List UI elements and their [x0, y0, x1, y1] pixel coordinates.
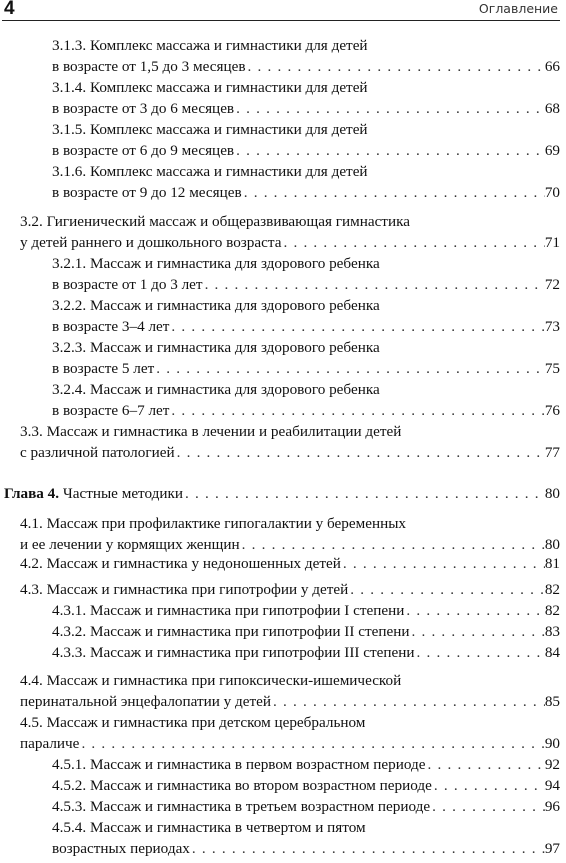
dot-leader: [183, 484, 545, 505]
dot-leader: [234, 141, 545, 162]
toc-entry-title: 4.5.4. Массаж и гимнастика в четвертом и пятом: [52, 819, 366, 836]
dot-leader: [79, 734, 544, 755]
toc-entry-title: у детей раннего и дошкольного возраста: [20, 233, 282, 251]
toc-page-number: 80: [544, 485, 560, 502]
dot-leader: [169, 401, 544, 422]
toc-entry-line: [52, 839, 560, 860]
toc-entry-title: и ее лечении у кормящих женщин: [20, 535, 240, 553]
toc-entry-line: [52, 776, 560, 797]
toc-entry[interactable]: [20, 422, 560, 464]
toc-entry-line: [52, 99, 560, 120]
toc-entry-line: [52, 78, 560, 99]
toc-entry-line: [52, 797, 560, 818]
toc-entry-text: [52, 255, 380, 272]
toc-entry-title: 4.1. Массаж при профилактике гипогалактии у беременных: [20, 515, 407, 532]
toc-entry[interactable]: [20, 671, 560, 713]
toc-entry-title: 4.4. Массаж и гимнастика при гипоксически-ишемической: [20, 672, 402, 689]
toc-entry-line: [52, 317, 560, 338]
toc-entry-text: [20, 554, 341, 575]
toc-entry-line: [52, 643, 560, 664]
toc-entry-text: [52, 99, 234, 120]
toc-entry-text: [20, 714, 365, 731]
toc-entry-title: 4.5.3. Массаж и гимнастика в третьем возрастном периоде: [52, 798, 431, 815]
toc-entry-text: [52, 183, 242, 204]
toc-entry-line: [52, 296, 560, 317]
toc-entry[interactable]: [52, 296, 560, 338]
page-header: [0, 0, 560, 22]
dot-leader: [348, 580, 545, 601]
toc-entry-title: 4.5.2. Массаж и гимнастика во втором возрастном периоде: [52, 777, 432, 794]
page-number: 4: [4, 0, 15, 19]
toc-entry-text: [20, 734, 79, 755]
toc-entry[interactable]: [52, 36, 560, 78]
toc-entry-line: [52, 162, 560, 183]
toc-entry-text: [20, 672, 401, 689]
toc-page-number: 71: [544, 233, 560, 251]
toc-entry-text: [20, 580, 348, 601]
toc-entry-line: [52, 359, 560, 380]
toc-entry-line: [20, 671, 560, 692]
toc-entry-text: [52, 141, 234, 162]
toc-page-number: 97: [544, 839, 560, 857]
toc-entry[interactable]: [20, 554, 560, 575]
toc-entry-title: 3.2.1. Массаж и гимнастика для здорового ребенка: [52, 255, 380, 272]
toc-entry-title: 3.2.4. Массаж и гимнастика для здорового ребенка: [52, 381, 380, 398]
toc-page-number: 82: [544, 581, 560, 598]
toc-entry-title: 4.3. Массаж и гимнастика при гипотрофии у детей: [20, 581, 349, 598]
toc-entry-text: [4, 484, 183, 505]
dot-leader: [169, 317, 544, 338]
toc-entry-text: [52, 163, 368, 180]
toc-entry[interactable]: [20, 212, 560, 254]
toc-page-number: 69: [544, 141, 560, 159]
toc-entry-title: 3.2. Гигиенический массаж и общеразвивающая гимнастика: [20, 213, 410, 230]
running-head: Оглавление: [478, 1, 558, 16]
toc-entry-line: [20, 212, 560, 233]
toc-page-number: 76: [544, 401, 560, 419]
toc-entry-title: 3.1.4. Комплекс массажа и гимнастики для детей: [52, 79, 368, 96]
toc-entry-line: [52, 755, 560, 776]
toc-entry-title: 3.2.3. Массаж и гимнастика для здорового ребенка: [52, 339, 380, 356]
dot-leader: [430, 797, 545, 818]
toc-entry[interactable]: [52, 162, 560, 204]
toc-entry-line: [20, 422, 560, 443]
toc-entry[interactable]: [52, 380, 560, 422]
toc-page-number: 70: [544, 183, 560, 201]
dot-leader: [240, 535, 545, 556]
toc-entry-text: [52, 37, 368, 54]
toc-entry-text: [52, 819, 366, 836]
toc-entry-text: [52, 381, 380, 398]
dot-leader: [426, 755, 545, 776]
toc-entry-line: [52, 601, 560, 622]
toc-entry-text: [52, 797, 430, 818]
toc-entry-text: [52, 839, 190, 860]
dot-leader: [203, 275, 545, 296]
toc-entry[interactable]: [4, 484, 560, 505]
dot-leader: [415, 643, 545, 664]
toc-entry-line: [52, 120, 560, 141]
toc-page-number: 83: [544, 623, 560, 640]
toc-entry-line: [20, 734, 560, 755]
toc-page-number: 82: [544, 602, 560, 619]
toc-entry-title: в возрасте от 9 до 12 месяцев: [52, 183, 242, 201]
toc-page-number: 66: [544, 57, 560, 75]
dot-leader: [190, 839, 545, 860]
toc-entry-text: [52, 755, 426, 776]
toc-entry-text: [20, 213, 410, 230]
toc-entry-text: [52, 79, 368, 96]
toc-entry-title: в возрасте 5 лет: [52, 359, 155, 377]
toc-entry-line: [52, 57, 560, 78]
toc-entry-text: [20, 535, 240, 556]
dot-leader: [242, 183, 545, 204]
toc-entry[interactable]: [52, 776, 560, 797]
toc-entry-text: [52, 622, 409, 643]
toc-page-number: 92: [544, 756, 560, 773]
toc-entry-line: [52, 401, 560, 422]
toc-entry-text: [52, 297, 380, 314]
toc-entry-line: [52, 380, 560, 401]
toc-page-number: 90: [544, 734, 560, 752]
toc-entry-text: [52, 359, 154, 380]
toc-entry-title: 4.3.2. Массаж и гимнастика при гипотрофии II степени: [52, 623, 410, 640]
toc-entry-title: 4.3.1. Массаж и гимнастика при гипотрофии I степени: [52, 602, 405, 619]
toc-entry-title: 3.1.6. Комплекс массажа и гимнастики для детей: [52, 163, 368, 180]
toc-entry-line: [20, 233, 560, 254]
toc-entry-title: Частные методики: [59, 485, 184, 502]
toc-entry-text: [52, 317, 169, 338]
toc-page-number: 81: [544, 555, 560, 572]
dot-leader: [234, 99, 545, 120]
dot-leader: [281, 233, 544, 254]
toc-entry-line: [52, 338, 560, 359]
dot-leader: [432, 776, 545, 797]
toc-page-number: 73: [544, 317, 560, 335]
toc-entry-text: [20, 233, 281, 254]
toc-entry-title: 4.3.3. Массаж и гимнастика при гипотрофии III степени: [52, 644, 415, 661]
toc-entry-text: [52, 401, 169, 422]
toc-entry-title: 3.1.5. Комплекс массажа и гимнастики для детей: [52, 121, 368, 138]
toc-entry-line: [20, 443, 560, 464]
toc-page-number: 94: [544, 777, 560, 794]
toc-entry[interactable]: [52, 601, 560, 622]
toc-entry-text: [52, 57, 246, 78]
toc-entry-line: [52, 141, 560, 162]
toc-entry-title: в возрасте от 3 до 6 месяцев: [52, 99, 235, 117]
dot-leader: [175, 443, 545, 464]
header-rule: [2, 20, 560, 21]
toc-page-number: 75: [544, 359, 560, 377]
toc-page-number: 72: [544, 275, 560, 293]
toc-page-number: 84: [544, 644, 560, 661]
toc-page-number: 77: [544, 443, 560, 461]
toc-entry[interactable]: [52, 254, 560, 296]
toc-entry-line: [4, 484, 560, 505]
toc-entry-line: [20, 713, 560, 734]
toc-entry-title: 3.3. Массаж и гимнастика в лечении и реабилитации детей: [20, 423, 402, 440]
toc-entry[interactable]: [52, 797, 560, 818]
toc-entry-line: [52, 254, 560, 275]
toc-entry-line: [20, 580, 560, 601]
toc-entry-text: [52, 121, 368, 138]
chapter-label: Глава 4.: [4, 485, 60, 502]
toc-entry-line: [52, 622, 560, 643]
toc-entry-title: в возрасте от 1,5 до 3 месяцев: [52, 57, 246, 75]
dot-leader: [271, 692, 545, 713]
dot-leader: [341, 554, 545, 575]
toc-entry[interactable]: [52, 120, 560, 162]
toc-entry-title: 4.2. Массаж и гимнастика у недоношенных детей: [20, 555, 341, 572]
toc-entry-title: 4.5.1. Массаж и гимнастика в первом возрастном периоде: [52, 756, 426, 773]
toc-entry-line: [20, 535, 560, 556]
toc-entry-text: [20, 692, 271, 713]
toc-entry[interactable]: [52, 338, 560, 380]
toc-entry-text: [20, 443, 175, 464]
toc-entry-title: 3.1.3. Комплекс массажа и гимнастики для детей: [52, 37, 368, 54]
toc-entry-text: [52, 643, 415, 664]
toc-entry-text: [52, 275, 203, 296]
toc-page-number: 68: [544, 99, 560, 117]
toc-entry-text: [20, 515, 406, 532]
toc-entry-title: перинатальной энцефалопатии у детей: [20, 692, 272, 710]
dot-leader: [409, 622, 544, 643]
toc-entry-title: в возрасте 3–4 лет: [52, 317, 170, 335]
toc-entry-title: в возрасте от 6 до 9 месяцев: [52, 141, 235, 159]
toc-entry-text: [52, 339, 380, 356]
dot-leader: [154, 359, 545, 380]
toc-entry[interactable]: [52, 622, 560, 643]
toc-page-number: 80: [544, 535, 560, 553]
toc-entry-title: с различной патологией: [20, 443, 175, 461]
toc-entry-text: [52, 776, 432, 797]
dot-leader: [404, 601, 544, 622]
toc-entry-title: в возрасте 6–7 лет: [52, 401, 170, 419]
toc-entry[interactable]: [20, 713, 560, 755]
toc-entry[interactable]: [20, 514, 560, 556]
toc-entry[interactable]: [52, 818, 560, 860]
toc-entry[interactable]: [52, 643, 560, 664]
toc-entry-title: возрастных периодах: [52, 839, 190, 857]
toc-entry-text: [20, 423, 401, 440]
toc-entry-line: [20, 514, 560, 535]
toc-entry-line: [52, 183, 560, 204]
toc-entry[interactable]: [20, 580, 560, 601]
toc-entry-line: [20, 554, 560, 575]
toc-page-number: 85: [544, 692, 560, 710]
dot-leader: [246, 57, 545, 78]
toc-entry-text: [52, 601, 404, 622]
toc-entry[interactable]: [52, 78, 560, 120]
toc-entry-title: 4.5. Массаж и гимнастика при детском церебральном: [20, 714, 366, 731]
toc-entry-line: [52, 818, 560, 839]
toc-entry-line: [52, 275, 560, 296]
toc-entry-title: 3.2.2. Массаж и гимнастика для здорового ребенка: [52, 297, 380, 314]
toc-entry[interactable]: [52, 755, 560, 776]
toc-entry-line: [20, 692, 560, 713]
toc-entry-title: в возрасте от 1 до 3 лет: [52, 275, 203, 293]
toc-entry-title: параличе: [20, 734, 80, 752]
toc-page-number: 96: [544, 798, 560, 815]
toc-entry-line: [52, 36, 560, 57]
